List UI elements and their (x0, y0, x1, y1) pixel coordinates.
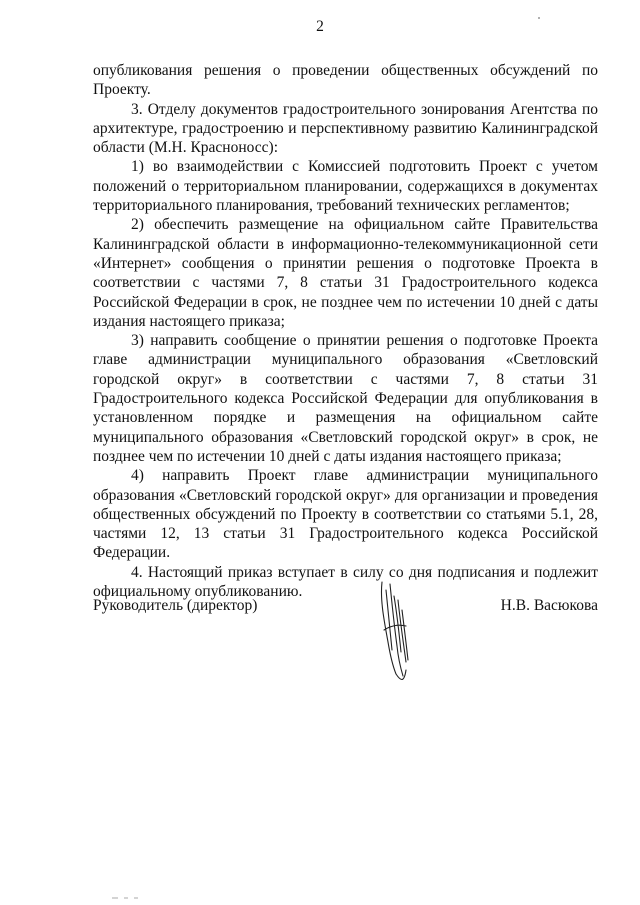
paragraph: 3) направить сообщение о принятии решения о подготовке Проекта главе администрации муниципального образования «Светловский городской округ» в соответствии с частями 7, 8 статьи 31 Градостроительного кодекса Российской Федерации для опубликования в установленном порядке и размещения на официальном сайте муниципального образования «Светловский городской округ» в срок, не позднее чем по истечении 10 дней с даты издания настоящего приказа; (93, 332, 598, 465)
paragraph: 3. Отделу документов градостроительного зонирования Агентства по архитектуре, градостроению и перспективному развитию Калининградской области (М.Н. Красноносс): (93, 100, 598, 157)
page-number: 2 (316, 18, 324, 35)
paragraph: 4) направить Проект главе администрации муниципального образования «Светловский городской округ» для организации и проведения общественных обсуждений по Проекту в соответствии со статьями 5.1, 28, частями 12, 13 статьи 31 Градостроительного кодекса Российской Федерации. (93, 467, 598, 562)
signatory-name: Н.В. Васюкова (500, 597, 598, 614)
scan-speck (538, 17, 540, 19)
handwritten-signature (370, 570, 420, 690)
signatory-position: Руководитель (директор) (93, 597, 258, 614)
document-body (93, 61, 598, 601)
paragraph: 1) во взаимодействии с Комиссией подготовить Проект с учетом положений о территориальном планировании, содержащихся в документах территориального планирования, требований технических регламентов; (93, 158, 598, 215)
paragraph: 4. Настоящий приказ вступает в силу со дня подписания и подлежит официальному опубликованию. (93, 563, 598, 601)
paragraph: 2) обеспечить размещение на официальном сайте Правительства Калининградской области в информационно-телекоммуникационной сети «Интернет» сообщения о принятии решения о подготовке Проекта в соответствии с частями 7, 8 статьи 31 Градостроительного кодекса Российской Федерации в срок, не позднее чем по истечении 10 дней с даты издания настоящего приказа; (93, 216, 598, 330)
scan-artifact (112, 897, 142, 899)
paragraph: опубликования решения о проведении общественных обсуждений по Проекту. (93, 62, 598, 99)
